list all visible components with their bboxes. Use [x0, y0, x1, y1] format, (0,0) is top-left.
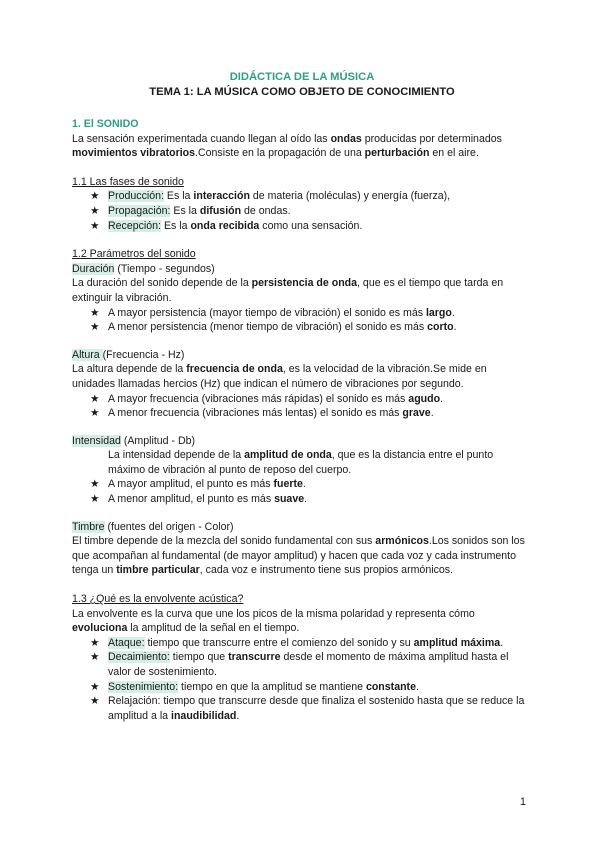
document-page	[72, 70, 532, 723]
text-run: .	[440, 392, 444, 405]
altura-label: Altura	[72, 348, 103, 361]
sonido-intro	[72, 132, 532, 161]
text-run: , es la velocidad de la vibración.Se mide en unidades llamadas hercios (Hz) que indican el número de vibraciones por segundo.	[72, 363, 487, 390]
star-bullet-icon: ★	[90, 636, 100, 649]
bold-term: evoluciona	[72, 622, 128, 635]
text-run: desde el momento de máxima amplitud hasta el valor de sostenimiento.	[108, 651, 509, 678]
intensidad-label-line	[72, 434, 532, 449]
intensidad-label: Intensidad	[72, 434, 121, 447]
star-bullet-icon: ★	[90, 478, 100, 491]
text-run: .Los sonidos son los que acompañan al fundamental (de mayor amplitud) y hacen que cada voz y cada instrumento tenga un	[72, 535, 525, 577]
text-run: Es la	[163, 190, 194, 203]
star-bullet-icon: ★	[90, 392, 100, 405]
bold-term: inaudibilidad	[171, 709, 237, 722]
text-run: .Consiste en la propagación de una	[195, 147, 365, 160]
text-run: La envolvente es la curva que une los picos de la misma polaridad y representa cómo	[72, 607, 475, 620]
list-item	[90, 694, 532, 723]
text-run: producidas por determinados	[361, 132, 502, 145]
bold-term: perturbación	[364, 147, 430, 160]
text-run: de materia (moléculas) y energía (fuerza),	[249, 190, 451, 203]
duracion-bullets	[72, 306, 532, 335]
text-run: La sensación experimentada cuando llegan al oído las	[72, 132, 331, 145]
params-heading: 1.2 Parámetros del sonido	[72, 248, 196, 261]
phases-list	[72, 189, 532, 233]
intensidad-units: (Amplitud - Db)	[120, 434, 196, 447]
section-heading-sonido: 1. El SONIDO	[72, 118, 139, 130]
text-run: El timbre depende de la mezcla del sonido fundamental con sus	[72, 535, 376, 548]
text-run: .	[500, 636, 504, 649]
timbre-label-line	[72, 520, 532, 535]
text-run: La intensidad depende de la	[108, 449, 245, 462]
text-run: La altura depende de la	[72, 363, 187, 376]
intensidad-text	[72, 448, 532, 477]
bold-term: transcurre	[228, 651, 281, 664]
text-run: tiempo que	[169, 651, 229, 664]
altura-text	[72, 362, 532, 391]
duracion-units: (Tiempo - segundos)	[114, 262, 215, 275]
text-run: .	[302, 478, 306, 491]
bold-term: onda recibida	[190, 219, 260, 232]
list-item	[90, 320, 532, 335]
text-run: como una sensación.	[259, 219, 363, 232]
star-bullet-icon: ★	[90, 407, 100, 420]
text-run: , que es el tiempo que tarda en extinguir la vibración.	[72, 277, 504, 304]
timbre-text	[72, 534, 532, 578]
bold-term: interacción	[193, 190, 250, 203]
bold-term: corto	[427, 321, 454, 334]
duracion-label: Duración	[72, 262, 115, 275]
text-run: , cada voz e instrumento tiene sus propios armónicos.	[199, 564, 453, 577]
topic-title: TEMA 1: LA MÚSICA COMO OBJETO DE CONOCIMIENTO	[149, 86, 455, 98]
bold-term: suave	[274, 493, 305, 506]
text-run: Es la	[170, 204, 200, 217]
list-item-label: Relajación:	[108, 695, 161, 708]
bold-term: fuerte	[273, 478, 303, 491]
altura-label-line	[72, 348, 532, 363]
text-run: la amplitud de la señal en el tiempo.	[127, 622, 300, 635]
course-title: DIDÁCTICA DE LA MÚSICA	[229, 71, 375, 83]
duracion-text	[72, 276, 532, 305]
list-item-label: Recepción:	[108, 219, 161, 232]
list-item-label: Sostenimiento:	[108, 680, 179, 693]
star-bullet-icon: ★	[90, 651, 100, 664]
text-run: A mayor amplitud, el punto es más	[108, 478, 274, 491]
altura-bullets	[72, 392, 532, 421]
envolvente-list	[72, 636, 532, 724]
star-bullet-icon: ★	[90, 306, 100, 319]
bold-term: timbre particular	[116, 564, 200, 577]
text-run: en el aire.	[429, 147, 479, 160]
envolvente-text	[72, 607, 532, 636]
list-item	[90, 636, 532, 651]
bold-term: frecuencia de onda	[186, 363, 283, 376]
duracion-label-line	[72, 262, 532, 277]
envolvente-heading: 1.3 ¿Qué es la envolvente acústica?	[72, 593, 244, 606]
text-run: .	[453, 321, 457, 334]
list-item-label: Propagación:	[108, 204, 171, 217]
text-run: tiempo que transcurre entre el comienzo del sonido y su	[144, 636, 414, 649]
bold-term: constante	[365, 680, 416, 693]
bold-term: largo	[425, 306, 452, 319]
list-item	[90, 392, 532, 407]
bold-term: persistencia de onda	[251, 277, 358, 290]
bold-term: amplitud de onda	[244, 449, 332, 462]
list-item	[90, 306, 532, 321]
bold-term: armónicos	[375, 535, 429, 548]
list-item	[90, 680, 532, 695]
star-bullet-icon: ★	[90, 680, 100, 693]
text-run: tiempo en que la amplitud se mantiene	[178, 680, 366, 693]
timbre-label: Timbre	[72, 520, 105, 533]
bold-term: agudo	[408, 392, 441, 405]
star-bullet-icon: ★	[90, 204, 100, 217]
text-run: A menor amplitud, el punto es más	[108, 493, 275, 506]
list-item	[90, 204, 532, 219]
text-run: A menor persistencia (menor tiempo de vibración) el sonido es más	[108, 321, 428, 334]
list-item-label: Decaimiento:	[108, 651, 170, 664]
bold-term: movimientos vibratorios	[72, 147, 196, 160]
text-run: A mayor frecuencia (vibraciones más rápidas) el sonido es más	[108, 392, 409, 405]
intensidad-bullets	[72, 477, 532, 506]
text-run: .	[451, 306, 455, 319]
text-run: .	[236, 709, 240, 722]
text-run: , que es la distancia entre el punto máximo de vibración al punto de reposo del cuerpo.	[108, 449, 494, 476]
timbre-units: (fuentes del origen - Color)	[104, 520, 234, 533]
bold-term: amplitud máxima	[413, 636, 501, 649]
text-run: de ondas.	[241, 204, 291, 217]
bold-term: ondas	[330, 132, 362, 145]
text-run: .	[415, 680, 419, 693]
list-item-label: Ataque:	[108, 636, 145, 649]
page-number: 1	[520, 796, 526, 808]
text-run: Es la	[161, 219, 191, 232]
text-run: A mayor persistencia (mayor tiempo de vibración) el sonido es más	[108, 306, 426, 319]
star-bullet-icon: ★	[90, 321, 100, 334]
text-run: .	[304, 493, 308, 506]
list-item	[90, 477, 532, 492]
text-run: tiempo que transcurre desde que finaliza el sostenido hasta que se reduce la amplitud a la	[108, 695, 525, 722]
star-bullet-icon: ★	[90, 190, 100, 203]
list-item	[90, 492, 532, 507]
altura-units: (Frecuencia - Hz)	[102, 348, 185, 361]
bold-term: grave	[402, 407, 431, 420]
star-bullet-icon: ★	[90, 219, 100, 232]
phases-heading: 1.1 Las fases de sonido	[72, 175, 184, 188]
text-run: La duración del sonido depende de la	[72, 277, 252, 290]
list-item	[90, 189, 532, 204]
list-item	[90, 406, 532, 421]
star-bullet-icon: ★	[90, 493, 100, 506]
text-run: A menor frecuencia (vibraciones más lentas) el sonido es más	[108, 407, 403, 420]
text-run: .	[430, 407, 434, 420]
list-item-label: Producción:	[108, 190, 164, 203]
star-bullet-icon: ★	[90, 695, 100, 708]
list-item	[90, 650, 532, 679]
bold-term: difusión	[199, 204, 242, 217]
list-item	[90, 219, 532, 234]
